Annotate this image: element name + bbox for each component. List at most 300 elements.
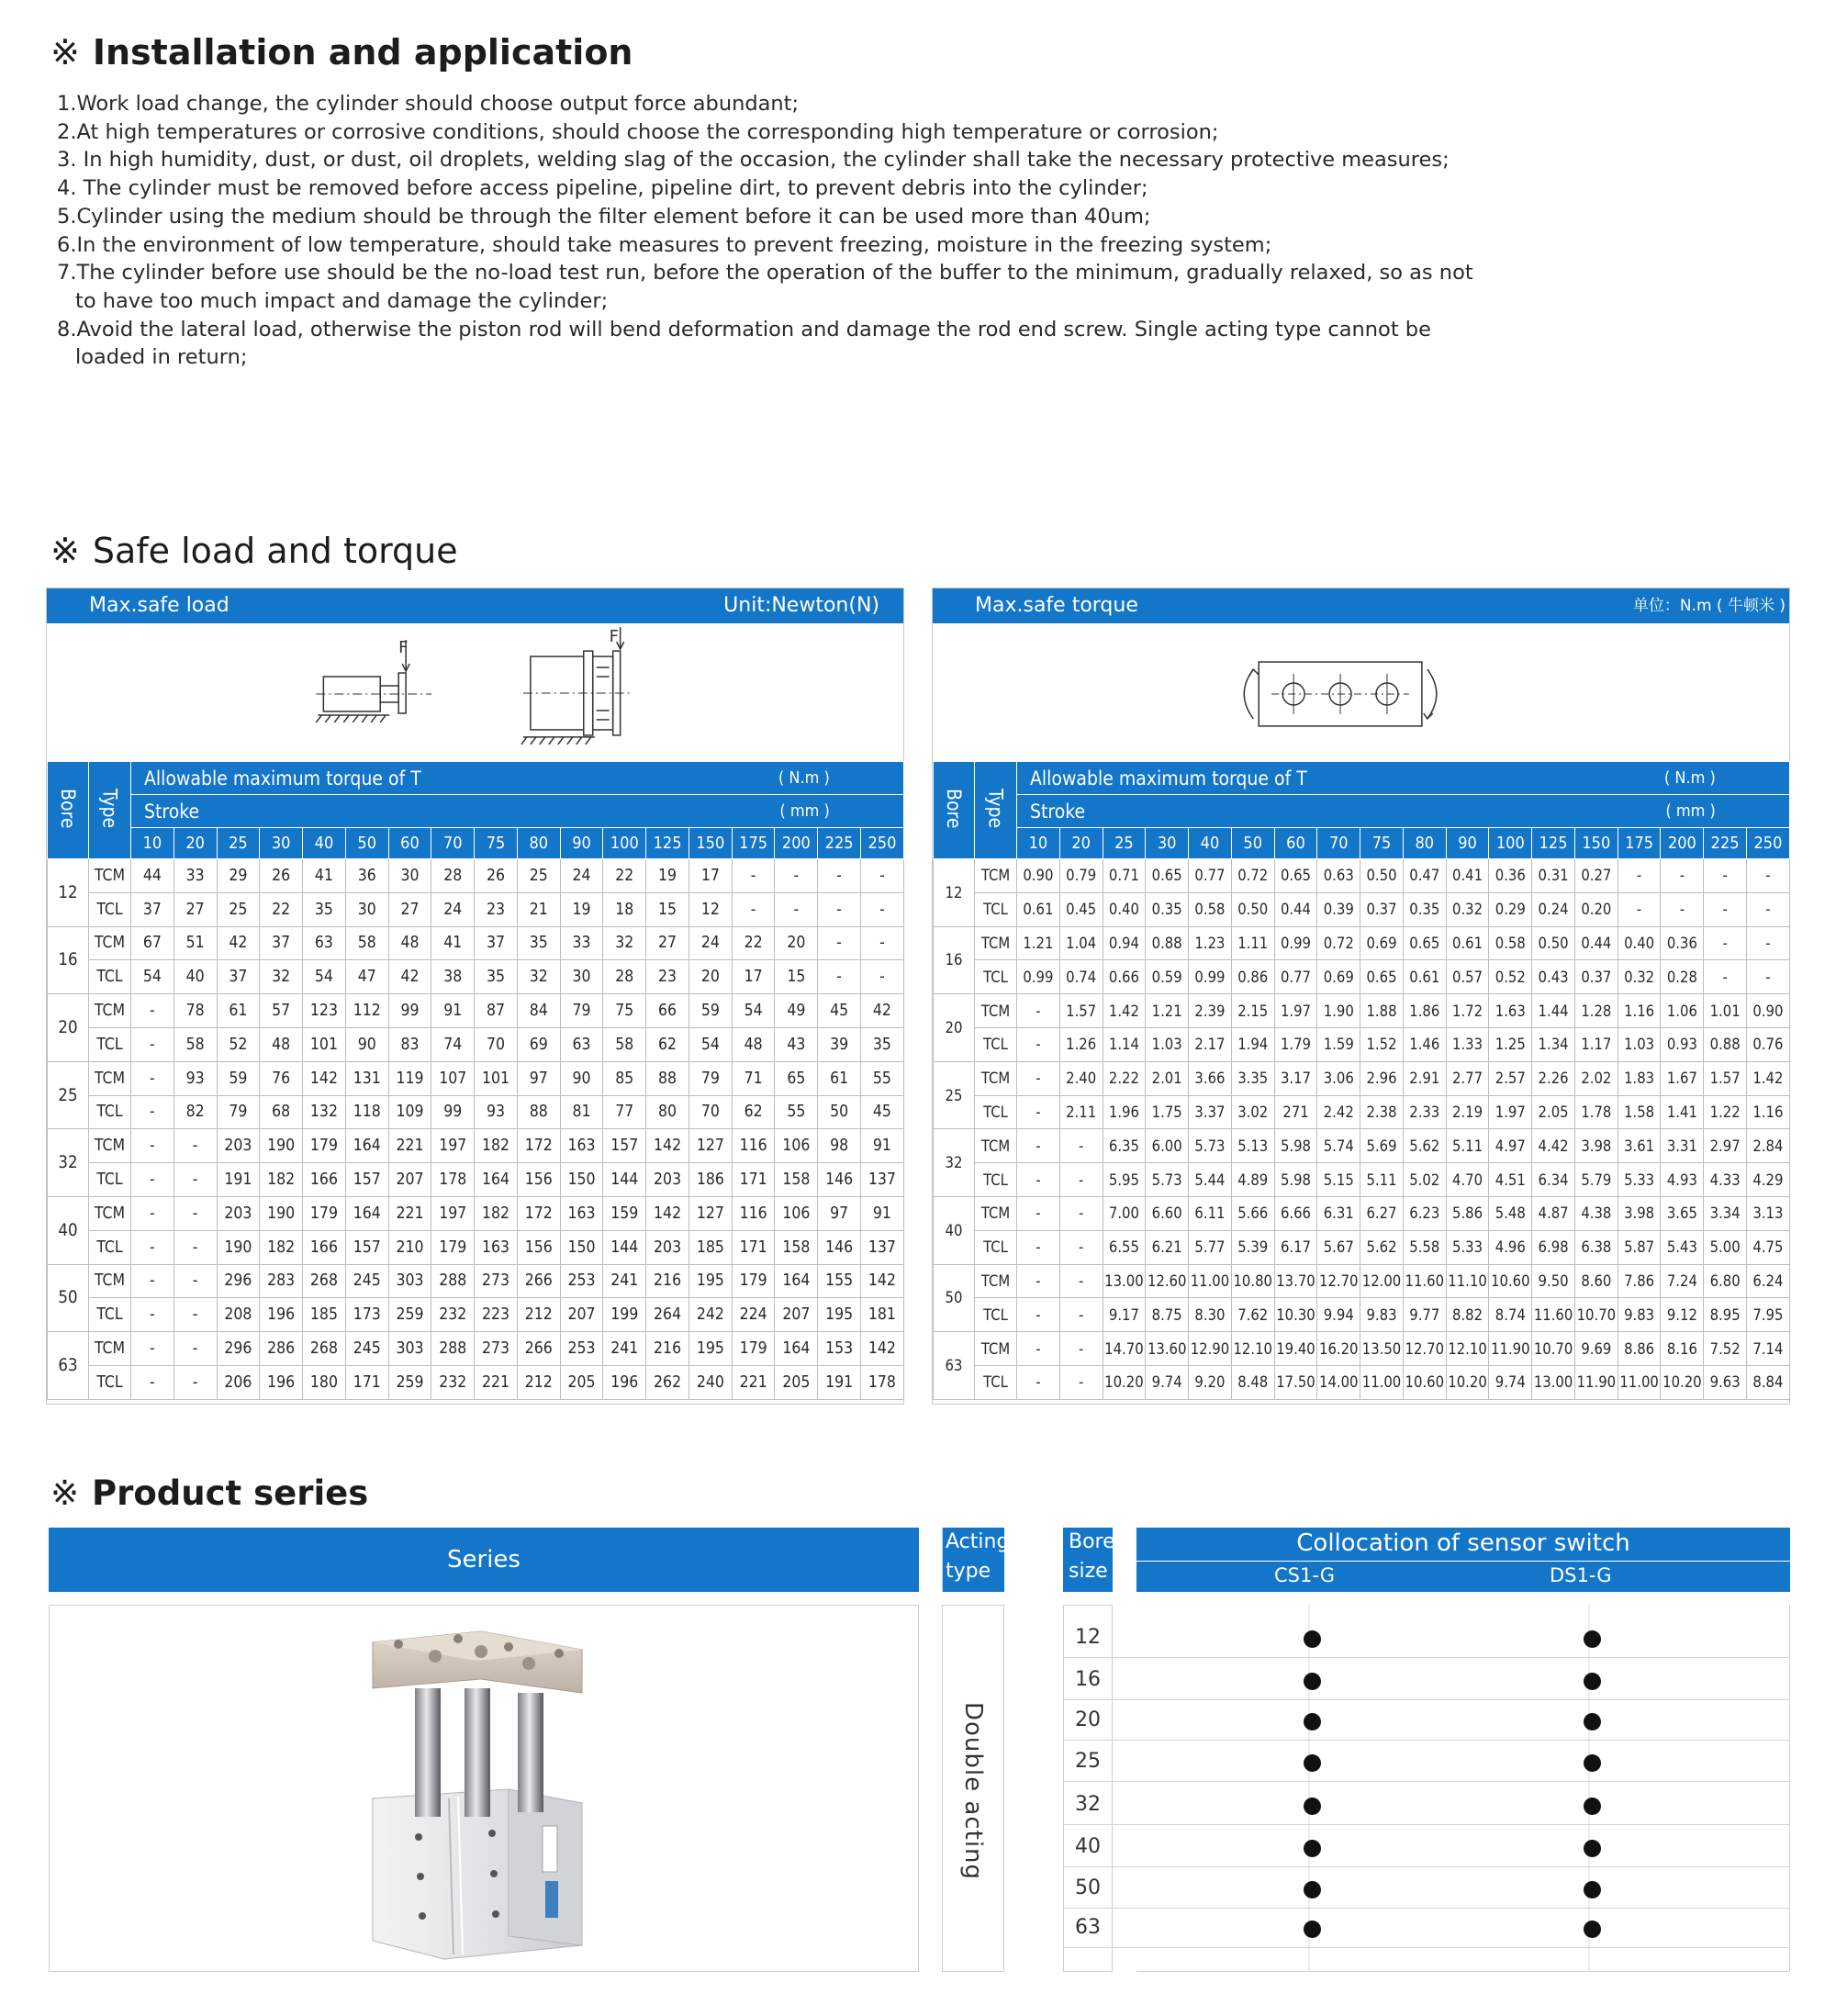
value-cell: 58 — [345, 926, 388, 960]
value-cell: 1.04 — [1059, 926, 1103, 960]
value-cell: 7.14 — [1747, 1332, 1790, 1366]
value-cell: 2.22 — [1103, 1061, 1146, 1095]
type-cell: TCM — [89, 859, 131, 893]
value-cell: 0.74 — [1059, 960, 1103, 994]
value-cell: 8.84 — [1747, 1365, 1790, 1399]
table-row — [934, 859, 1790, 893]
value-cell: 32 — [517, 960, 560, 994]
value-cell: - — [131, 1061, 174, 1095]
value-cell: 9.83 — [1360, 1298, 1404, 1332]
value-cell: 0.50 — [1532, 926, 1575, 960]
value-cell: 7.00 — [1103, 1196, 1146, 1230]
value-cell: - — [131, 1365, 174, 1399]
type-cell: TCL — [975, 1027, 1017, 1061]
value-cell: 79 — [560, 994, 603, 1028]
stroke-value: 150 — [1574, 828, 1618, 859]
value-cell: 245 — [345, 1264, 388, 1298]
value-cell: 197 — [431, 1129, 475, 1163]
value-cell: 190 — [260, 1129, 303, 1163]
value-cell: 6.11 — [1189, 1196, 1232, 1230]
value-cell: 48 — [388, 926, 431, 960]
installation-item-5: 5.Cylinder using the medium should be through the filter element before it can be used more than 40um; — [57, 204, 1151, 229]
stroke-header — [131, 795, 904, 828]
value-cell: 3.37 — [1189, 1095, 1232, 1129]
value-cell: - — [174, 1264, 217, 1298]
value-cell: - — [174, 1196, 217, 1230]
value-cell: 1.97 — [1489, 1095, 1532, 1129]
value-cell: 5.87 — [1618, 1230, 1661, 1264]
value-cell: 80 — [646, 1095, 689, 1129]
stroke-value: 200 — [1661, 828, 1704, 859]
value-cell: 90 — [345, 1027, 388, 1061]
value-cell: 1.59 — [1317, 1027, 1360, 1061]
value-cell: 50 — [818, 1095, 861, 1129]
value-cell: 5.98 — [1274, 1163, 1317, 1197]
value-cell: 13.50 — [1360, 1332, 1404, 1366]
product-series-heading — [50, 1473, 368, 1513]
value-cell: 17.50 — [1274, 1365, 1317, 1399]
value-cell: 7.52 — [1704, 1332, 1747, 1366]
value-cell: 13.00 — [1532, 1365, 1575, 1399]
sensor-switch-header — [1136, 1528, 1790, 1592]
type-cell: TCL — [975, 892, 1017, 926]
value-cell: 45 — [861, 1095, 904, 1129]
value-cell: 1.72 — [1446, 994, 1489, 1028]
stroke-value: 70 — [1317, 828, 1360, 859]
bore-cell: 40 — [48, 1196, 89, 1264]
value-cell: 33 — [560, 926, 603, 960]
value-cell: 9.20 — [1189, 1365, 1232, 1399]
stroke-value: 60 — [388, 828, 431, 859]
value-cell: 185 — [688, 1230, 732, 1264]
reference-mark: ※ — [50, 32, 80, 73]
value-cell: 2.84 — [1747, 1129, 1790, 1163]
value-cell: 6.98 — [1532, 1230, 1575, 1264]
value-cell: - — [174, 1163, 217, 1197]
value-cell: 2.15 — [1231, 994, 1274, 1028]
value-cell: 106 — [775, 1196, 818, 1230]
value-cell: 1.06 — [1661, 994, 1704, 1028]
value-cell: 196 — [260, 1365, 303, 1399]
safe-load-table — [47, 761, 904, 1400]
value-cell: - — [1059, 1196, 1103, 1230]
value-cell: 9.94 — [1317, 1298, 1360, 1332]
value-cell: 0.65 — [1360, 960, 1404, 994]
value-cell: 288 — [431, 1264, 475, 1298]
value-cell: 1.33 — [1446, 1027, 1489, 1061]
bore-cell: 25 — [934, 1061, 975, 1129]
value-cell: 1.01 — [1704, 994, 1747, 1028]
value-cell: 6.31 — [1317, 1196, 1360, 1230]
value-cell: 1.58 — [1618, 1095, 1661, 1129]
value-cell: 4.96 — [1489, 1230, 1532, 1264]
table-row — [48, 1365, 904, 1399]
value-cell: 5.77 — [1189, 1230, 1232, 1264]
table-row — [48, 926, 904, 960]
value-cell: 10.70 — [1532, 1332, 1575, 1366]
value-cell: 0.45 — [1059, 892, 1103, 926]
value-cell: 1.17 — [1574, 1027, 1618, 1061]
installation-list — [57, 90, 1489, 372]
value-cell: 1.22 — [1704, 1095, 1747, 1129]
value-cell: 116 — [732, 1196, 775, 1230]
ds1g-available-dot — [1584, 1630, 1601, 1648]
type-cell: TCM — [975, 1061, 1017, 1095]
value-cell: 82 — [174, 1095, 217, 1129]
type-cell: TCL — [89, 1163, 131, 1197]
value-cell: 0.44 — [1274, 892, 1317, 926]
value-cell: 19.40 — [1274, 1332, 1317, 1366]
bore-cell: 16 — [934, 926, 975, 994]
value-cell: 79 — [217, 1095, 260, 1129]
value-cell: 137 — [861, 1230, 904, 1264]
value-cell: 2.17 — [1189, 1027, 1232, 1061]
value-cell: 9.12 — [1661, 1298, 1704, 1332]
value-cell: 1.03 — [1618, 1027, 1661, 1061]
value-cell: 131 — [345, 1061, 388, 1095]
value-cell: - — [131, 1095, 174, 1129]
value-cell: 6.27 — [1360, 1196, 1404, 1230]
stroke-value: 30 — [260, 828, 303, 859]
value-cell: 1.42 — [1103, 994, 1146, 1028]
header-divider — [1136, 1561, 1790, 1562]
value-cell: 157 — [345, 1230, 388, 1264]
value-cell: 5.11 — [1446, 1129, 1489, 1163]
value-cell: 0.76 — [1747, 1027, 1790, 1061]
value-cell: 1.14 — [1103, 1027, 1146, 1061]
value-cell: 2.57 — [1489, 1061, 1532, 1095]
value-cell: 158 — [775, 1163, 818, 1197]
table-row — [934, 1061, 1790, 1095]
type-cell: TCL — [89, 1095, 131, 1129]
value-cell: 142 — [646, 1129, 689, 1163]
value-cell: 0.36 — [1661, 926, 1704, 960]
value-cell: 23 — [646, 960, 689, 994]
value-cell: 163 — [475, 1230, 518, 1264]
bore-size-value: 40 — [1075, 1835, 1101, 1858]
value-cell: - — [1017, 1196, 1060, 1230]
value-cell: 11.00 — [1618, 1365, 1661, 1399]
value-cell: 0.57 — [1446, 960, 1489, 994]
type-cell: TCM — [89, 994, 131, 1028]
sensor-row — [1063, 1827, 1790, 1867]
value-cell: 0.61 — [1446, 926, 1489, 960]
value-cell: 190 — [217, 1230, 260, 1264]
value-cell: 203 — [646, 1230, 689, 1264]
value-cell: - — [1747, 859, 1790, 893]
value-cell: 186 — [688, 1163, 732, 1197]
value-cell: 70 — [688, 1095, 732, 1129]
value-cell: 12.70 — [1317, 1264, 1360, 1298]
value-cell: 5.33 — [1446, 1230, 1489, 1264]
sensor-col-cs1g: CS1-G — [1274, 1564, 1335, 1586]
type-cell: TCM — [89, 1332, 131, 1366]
value-cell: 6.34 — [1532, 1163, 1575, 1197]
value-cell: 3.98 — [1574, 1129, 1618, 1163]
value-cell: 5.43 — [1661, 1230, 1704, 1264]
value-cell: 2.38 — [1360, 1095, 1404, 1129]
value-cell: 221 — [388, 1129, 431, 1163]
cs1g-available-dot — [1304, 1754, 1321, 1772]
force-label: F — [609, 627, 620, 647]
value-cell: 156 — [517, 1230, 560, 1264]
value-cell: 155 — [818, 1264, 861, 1298]
value-cell: 15 — [646, 892, 689, 926]
value-cell: 29 — [217, 859, 260, 893]
bore-cell: 12 — [934, 859, 975, 927]
cs1g-available-dot — [1304, 1921, 1321, 1938]
value-cell: 1.21 — [1146, 994, 1189, 1028]
value-cell: - — [174, 1298, 217, 1332]
value-cell: 17 — [688, 859, 732, 893]
type-cell: TCL — [89, 960, 131, 994]
allowable-torque-label: Allowable maximum torque of T — [1030, 767, 1307, 790]
value-cell: 203 — [217, 1129, 260, 1163]
cs1g-available-dot — [1304, 1713, 1321, 1730]
value-cell: 9.17 — [1103, 1298, 1146, 1332]
value-cell: 17 — [732, 960, 775, 994]
bore-cell: 20 — [934, 994, 975, 1062]
table-row — [934, 994, 1790, 1028]
value-cell: 62 — [646, 1027, 689, 1061]
installation-item-2: 2.At high temperatures or corrosive conditions, should choose the corresponding high temperature or corrosion; — [57, 119, 1219, 144]
value-cell: 0.41 — [1446, 859, 1489, 893]
value-cell: 2.40 — [1059, 1061, 1103, 1095]
value-cell: 5.44 — [1189, 1163, 1232, 1197]
value-cell: 0.71 — [1103, 859, 1146, 893]
type-cell: TCL — [89, 892, 131, 926]
value-cell: 90 — [560, 1061, 603, 1095]
value-cell: 55 — [861, 1061, 904, 1095]
value-cell: 1.86 — [1403, 994, 1446, 1028]
value-cell: 7.86 — [1618, 1264, 1661, 1298]
value-cell: 6.17 — [1274, 1230, 1317, 1264]
value-cell: - — [861, 926, 904, 960]
acting-type-value: Double acting — [959, 1702, 987, 1881]
bore-size-value: 20 — [1075, 1708, 1101, 1731]
value-cell: 207 — [775, 1298, 818, 1332]
value-cell: 191 — [217, 1163, 260, 1197]
value-cell: 107 — [431, 1061, 475, 1095]
stroke-value: 50 — [1231, 828, 1274, 859]
value-cell: 3.61 — [1618, 1129, 1661, 1163]
value-cell: 5.69 — [1360, 1129, 1404, 1163]
value-cell: 49 — [775, 994, 818, 1028]
value-cell: 242 — [688, 1298, 732, 1332]
value-cell: 0.88 — [1146, 926, 1189, 960]
value-cell: 83 — [388, 1027, 431, 1061]
type-label: Type — [984, 788, 1007, 829]
cs1g-available-dot — [1304, 1881, 1321, 1898]
bore-cell: 32 — [48, 1129, 89, 1197]
value-cell: 266 — [517, 1332, 560, 1366]
value-cell: 273 — [475, 1332, 518, 1366]
value-cell: 3.13 — [1747, 1196, 1790, 1230]
value-cell: 0.35 — [1403, 892, 1446, 926]
type-column-header — [975, 762, 1017, 859]
value-cell: 99 — [431, 1095, 475, 1129]
table-row — [934, 1264, 1790, 1298]
value-cell: 11.00 — [1189, 1264, 1232, 1298]
value-cell: 1.57 — [1704, 1061, 1747, 1095]
torque-panel-title: Max.safe torque — [975, 594, 1138, 617]
value-cell: - — [1704, 859, 1747, 893]
acting-type-header: Acting type — [942, 1528, 1004, 1592]
value-cell: 1.83 — [1618, 1061, 1661, 1095]
value-cell: 5.13 — [1231, 1129, 1274, 1163]
value-cell: 303 — [388, 1332, 431, 1366]
value-cell: - — [1017, 1365, 1060, 1399]
value-cell: 58 — [174, 1027, 217, 1061]
value-cell: 2.11 — [1059, 1095, 1103, 1129]
cs1g-available-dot — [1304, 1840, 1321, 1857]
value-cell: 224 — [732, 1298, 775, 1332]
value-cell: 0.31 — [1532, 859, 1575, 893]
sensor-row — [1063, 1742, 1790, 1782]
table-row — [934, 1129, 1790, 1163]
value-cell: 97 — [517, 1061, 560, 1095]
value-cell: 9.69 — [1574, 1332, 1618, 1366]
value-cell: 1.23 — [1189, 926, 1232, 960]
value-cell: 24 — [560, 859, 603, 893]
value-cell: 232 — [431, 1298, 475, 1332]
value-cell: 3.65 — [1661, 1196, 1704, 1230]
value-cell: - — [1017, 1095, 1060, 1129]
value-cell: 223 — [475, 1298, 518, 1332]
stroke-label: Stroke — [1030, 800, 1086, 823]
value-cell: 0.32 — [1446, 892, 1489, 926]
value-cell: 15 — [775, 960, 818, 994]
value-cell: - — [131, 1129, 174, 1163]
value-cell: 221 — [732, 1365, 775, 1399]
bore-cell: 63 — [48, 1332, 89, 1400]
value-cell: 0.90 — [1747, 994, 1790, 1028]
load-diagram — [47, 623, 903, 761]
stroke-value: 75 — [1360, 828, 1404, 859]
value-cell: 6.60 — [1146, 1196, 1189, 1230]
value-cell: 12.10 — [1446, 1332, 1489, 1366]
value-cell: 4.38 — [1574, 1196, 1618, 1230]
value-cell: 61 — [217, 994, 260, 1028]
type-cell: TCM — [975, 1196, 1017, 1230]
value-cell: 0.40 — [1103, 892, 1146, 926]
value-cell: - — [1017, 1129, 1060, 1163]
value-cell: 178 — [861, 1365, 904, 1399]
value-cell: 28 — [603, 960, 646, 994]
type-cell: TCM — [975, 1332, 1017, 1366]
reference-mark: ※ — [50, 1473, 80, 1513]
type-cell: TCM — [975, 859, 1017, 893]
sensor-col-ds1g: DS1-G — [1550, 1564, 1612, 1586]
value-cell: 5.62 — [1360, 1230, 1404, 1264]
value-cell: - — [131, 1196, 174, 1230]
value-cell: 19 — [646, 859, 689, 893]
value-cell: 195 — [818, 1298, 861, 1332]
value-cell: 171 — [732, 1230, 775, 1264]
value-cell: - — [1618, 859, 1661, 893]
table-row — [48, 960, 904, 994]
value-cell: 164 — [775, 1332, 818, 1366]
table-row — [48, 1230, 904, 1264]
max-safe-load-panel — [46, 588, 904, 1405]
ds1g-available-dot — [1584, 1840, 1601, 1857]
product-series-title: Product series — [92, 1473, 369, 1513]
value-cell: 0.69 — [1317, 960, 1360, 994]
value-cell: - — [1017, 994, 1060, 1028]
stroke-value: 75 — [475, 828, 518, 859]
value-cell: 241 — [603, 1264, 646, 1298]
value-cell: 0.59 — [1146, 960, 1189, 994]
value-cell: 5.48 — [1489, 1196, 1532, 1230]
value-cell: 16.20 — [1317, 1332, 1360, 1366]
value-cell: 178 — [431, 1163, 475, 1197]
installation-item-7: 7.The cylinder before use should be the no-load test run, before the operation of the buffer to the minimum, gradually relaxed, so as not to have too much impact and damage the cylinder; — [57, 261, 1473, 313]
value-cell: 266 — [517, 1264, 560, 1298]
value-cell: 3.34 — [1704, 1196, 1747, 1230]
value-cell: - — [1017, 1332, 1060, 1366]
value-cell: 5.62 — [1403, 1129, 1446, 1163]
value-cell: 196 — [603, 1365, 646, 1399]
value-cell: 208 — [217, 1298, 260, 1332]
value-cell: 12 — [688, 892, 732, 926]
value-cell: 180 — [303, 1365, 346, 1399]
value-cell: 12.70 — [1403, 1332, 1446, 1366]
value-cell: 240 — [688, 1365, 732, 1399]
value-cell: 21 — [517, 892, 560, 926]
value-cell: 0.43 — [1532, 960, 1575, 994]
value-cell: 26 — [475, 859, 518, 893]
value-cell: 14.70 — [1103, 1332, 1146, 1366]
value-cell: 2.02 — [1574, 1061, 1618, 1095]
value-cell: 2.97 — [1704, 1129, 1747, 1163]
value-cell: 6.00 — [1146, 1129, 1189, 1163]
sensor-row — [1063, 1660, 1790, 1700]
value-cell: 65 — [775, 1061, 818, 1095]
table-row — [48, 1196, 904, 1230]
value-cell: 286 — [260, 1332, 303, 1366]
value-cell: 5.95 — [1103, 1163, 1146, 1197]
allowable-torque-label: Allowable maximum torque of T — [144, 767, 421, 790]
table-row — [48, 1264, 904, 1298]
bore-cell: 16 — [48, 926, 89, 994]
value-cell: 59 — [688, 994, 732, 1028]
value-cell: 1.03 — [1146, 1027, 1189, 1061]
ds1g-available-dot — [1584, 1713, 1601, 1730]
table-row — [934, 1027, 1790, 1061]
value-cell: - — [1017, 1061, 1060, 1095]
value-cell: - — [1059, 1332, 1103, 1366]
value-cell: 11.00 — [1360, 1365, 1404, 1399]
type-cell: TCM — [975, 994, 1017, 1028]
value-cell: 8.82 — [1446, 1298, 1489, 1332]
max-safe-torque-panel — [932, 588, 1790, 1405]
value-cell: 27 — [174, 892, 217, 926]
value-cell: 182 — [475, 1129, 518, 1163]
cs1g-available-dot — [1304, 1630, 1321, 1648]
value-cell: - — [131, 1264, 174, 1298]
value-cell: 1.75 — [1146, 1095, 1189, 1129]
stroke-value: 70 — [431, 828, 475, 859]
value-cell: 2.33 — [1403, 1095, 1446, 1129]
value-cell: 0.52 — [1489, 960, 1532, 994]
value-cell: - — [861, 892, 904, 926]
value-cell: 112 — [345, 994, 388, 1028]
value-cell: 54 — [688, 1027, 732, 1061]
value-cell: 42 — [388, 960, 431, 994]
safe-load-title: Safe load and torque — [92, 531, 458, 571]
value-cell: - — [818, 859, 861, 893]
bore-size-value: 12 — [1075, 1626, 1101, 1649]
